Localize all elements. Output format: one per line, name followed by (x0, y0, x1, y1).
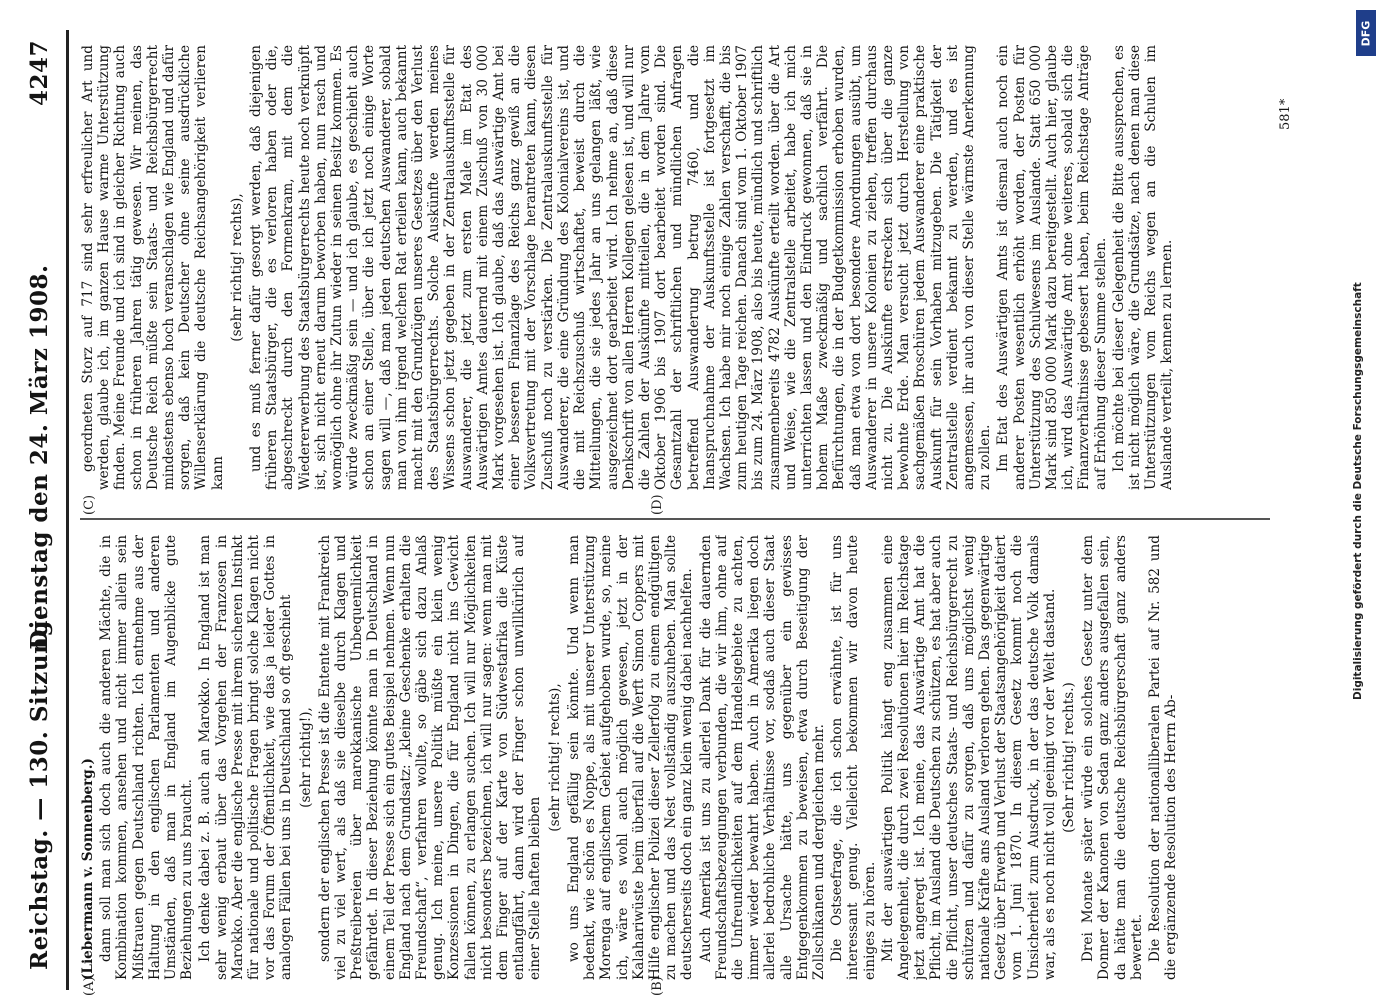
paragraph: Drei Monate später würde ein solches Gesetz unter dem Donner der Kanonen von Sedan ganz anders ausgefallen sein, da hätte man die deutsche Reichsbürgerschaft ganz anders bewertet. (1080, 535, 1145, 980)
digitization-note (1352, 60, 1380, 700)
digitization-note-text: Digitalisierung gefördert durch die Deutsche Forschungsgemeinschaft (1352, 282, 1364, 700)
left-text-column (80, 535, 1280, 980)
paragraph: und es muß ferner dafür gesorgt werden, daß diejenigen früheren Staatsbürger, die es verloren haben oder die, abgeschreckt durch den Formenkram, mit dem die Wiedererwerbung des Staatsbürgerrechts heute noch verknüpft ist, sich nicht erneut darum beworben haben, nun rasch und womöglich ohne ihr Zutun wieder in seinen Besitz kommen. Es würde zweckmäßig sein — und ich glaube, es geschieht auch schon an einer Stelle, über die ich jetzt noch einige Worte sagen will —, daß man jeden deutschen Auswanderer, sobald man von ihm irgend welchen Rat erteilen kann, auch bekannt macht mit den Grundzügen unseres Gesetzes über den Verlust des Staatsbürgerrechts. Solche Auskünfte werden meines Wissens schon jetzt gegeben in der Zentralauskunftsstelle für Auswanderer, die jetzt zum ersten Male im Etat des Auswärtigen Amtes dauernd mit einem Zuschuß von 30 000 Mark vorgesehen ist. Ich glaube, daß das Auswärtige Amt bei einer besseren Finanzlage des Reichs ganz gewiß an die Volksvertretung mit der Vorschlage herantreten kann, diesen Zuschuß noch zu verstärken. Die Zentralauskunftsstelle für Auswanderer, die eine Gründung des Kolonialvereins ist, und die mit Reichszuschuß wirtschaftet, beweist durch die Mitteilungen, die sie jedes Jahr an uns gelangen läßt, wie ausgezeichnet dort gearbeitet wird. Ich nehme an, daß diese Denkschrift von allen Herren Kollegen gelesen ist, und will nur die Zahlen der Auskünfte mitteilen, die in dem Jahre vom Oktober 1906 bis 1907 dort bearbeitet worden sind. Die Gesamtzahl der schriftlichen und mündlichen Anfragen betreffend Auswanderung betrug 7460, und die Inanspruchnahme der Auskunftsstelle ist fortgesetzt im Wachsen. Ich habe mir noch einige Zahlen verschafft, die bis zum heutigen Tage reichen. Danach sind vom 1. Oktober 1907 bis zum 24. März 1908, also bis heute, mündlich und schriftlich zusammenbereits 4782 Auskünfte erteilt worden. über die Art und Weise, wie die Zentralstelle arbeitet, habe ich mich unterrichten lassen und den Eindruck gewonnen, daß sie in hohem Maße zweckmäßig und sachlich verfährt. Die Befürchtungen, die in der Budgetkommission erhoben wurden, daß man etwa von dort besondere Anordnungen ausübt, um Auswanderer in unsere Kolonien zu ziehen, treffen durchaus nicht zu. Die Auskünfte erstrecken sich über die ganze bewohnte Erde. Man versucht jetzt durch Herstellung von sachgemäßen Broschüren jedem Auswanderer eine praktische Auskunft für sein Vorhaben mitzugeben. Die Tätigkeit der Zentralstelle verdient bekannt zu werden, und es ist angemessen, ihr auch von dieser Stelle wärmste Anerkennung zu zollen. (248, 45, 994, 490)
margin-marker-c: (C) (82, 494, 97, 515)
header-session-title: Reichstag. — 130. Sitzung. (26, 611, 53, 970)
paragraph: wo uns England gefällig sein könnte. Und wenn man bedenkt, wie schön es Noppe, als mit unserer Unterstützung Morenga auf englischem Gebiet aufgehoben wurde, so, meine ich, wäre es wohl auch möglich gewesen, jetzt in der Kalahariwüste beim überfall auf die Werft Simon Coppers mit Hilfe englischer Polizei dieser Zellerfolg zu einem endgültigen zu machen und das Nest vollständig auszuheben. Man sollte deutscherseits doch ein ganz klein wenig dabei nachhelfen. (565, 535, 696, 980)
paragraph: geordneten Storz auf 717 sind sehr erfreulicher Art und werden, glaube ich, im ganzen Hause warme Unterstützung finden. Meine Freunde und ich sind in gleicher Richtung auch schon in früheren Jahren tätig gewesen. Wir meinen, das Deutsche Reich müßte sein Staats- und Reichsbürgerrecht mindestens ebenso hoch veranschlagen wie England und dafür sorgen, daß kein Deutscher ohne seine ausdrückliche Willenserklärung die deutsche Reichsangehörigkeit verlieren kann (80, 45, 226, 490)
paragraph: Im Etat des Auswärtigen Amts ist diesmal auch noch ein anderer Posten wesentlich erhöht worden, der Posten für Unterstützung des Schulwesens im Auslande. Statt 650 000 Mark sind 850 000 Mark dazu bereitgestellt. Auch hier, glaube ich, wird das Auswärtige Amt ohne weiteres, sobald sich die Finanzverhältnisse gebessert haben, beim Reichstage Anträge auf Erhöhung dieser Summe stellen. (995, 45, 1109, 490)
header-right (26, 40, 53, 650)
right-text-column (80, 45, 1280, 490)
dfg-logo-text: DFG (1359, 20, 1373, 46)
margin-marker-b: (B) (650, 976, 665, 996)
paragraph: Ich denke dabei z. B. auch an Marokko. In England ist man sehr wenig erbaut über das Vorgehen der Franzosen in Marokko. Aber die englische Presse mit ihrem sicheren Instinkt für nationale und politische Fragen bringt solche Klagen nicht vor das Forum der Öffentlichkeit, wie das ja leider Gottes in analogen Fällen bei uns in Deutschland so oft geschieht (197, 535, 295, 980)
interjection: (sehr richtig! rechts), (228, 193, 245, 342)
paragraph: dann soll man sich doch auch die anderen Mächte, die in Kombination kommen, ansehen und nicht immer allein sein Mißtrauen gegen Deutschland richten. Ich entnehme aus der Haltung in den englischen Parlamenten und anderen Umständen, daß man in England im Augenblicke gute Beziehungen zu uns braucht. (98, 535, 196, 980)
paragraph: Ich möchte bei dieser Gelegenheit die Bitte aussprechen, es ist nicht möglich wäre, die Grundsätze, nach denen man diese Unterstützungen vom Reichs wegen an die Schulen im Auslande verteilt, kennen zu lernen. (1110, 45, 1176, 490)
rotated-page (10, 30, 1310, 996)
paragraph: sondern der englischen Presse ist die Entente mit Frankreich viel zu viel wert, als daß sie dieselbe durch Klagen und Preßtreibereien über marokkanische Unbequemlichkeit gefährdet. In dieser Beziehung könnte man in Deutschland in einem Teil der Presse sich ein gutes Beispiel nehmen. Wenn nun England nach dem Grundsatz: „kleine Geschenke erhalten die Freundschaft“, verfahren wollte, so gäbe sich dazu Anlaß genug. Ich meine, unsere Politik müßte ein klein wenig Konzessionen in Dingen, die für England nicht ins Gewicht fallen können, zu erlangen suchen. Ich will nur Möglichkeiten nicht besonders bezeichnen, ich will nur sagen: wenn man mit dem Finger auf der Karte von Südwestafrika die Küste entlangfährt, dann wird der Finger schon unwillkürlich auf einer Stelle haften bleiben (316, 535, 544, 980)
header-date: Dienstag den 24. März 1908. (26, 264, 53, 650)
speaker-name: (Liebermann v. Sonnenberg.) (80, 758, 96, 980)
margin-marker-d: (D) (650, 494, 665, 515)
paragraph: Mit der auswärtigen Politik hängt eng zusammen eine Angelegenheit, die durch zwei Resolutionen hier im Reichstage jetzt angeregt ist. Ich meine, das Auswärtige Amt hat die Pflicht, im Ausland die Deutschen zu schützen, es hat aber auch die Pflicht, unser deutsches Staats- und Reichsbürgerrecht zu schützen und dafür zu sorgen, daß uns möglichst wenig nationale Kräfte ans Ausland verloren gehen. Das gegenwärtige Gesetz über Erwerb und Verlust der Staatsangehörigkeit datiert vom 1. Juni 1870. In diesem Gesetz kommt noch die Unsicherheit zum Ausdruck, in der das deutsche Volk damals war, als es noch nicht voll geeinigt vor der Welt dastand. (879, 535, 1058, 980)
interjection: (Sehr richtig! rechts.) (1060, 682, 1077, 833)
page-number: 4247 (26, 40, 53, 107)
footer-number: 581* (1278, 98, 1293, 130)
page-header (18, 30, 69, 990)
paragraph: Die Resolution der nationalliberalen Partei auf Nr. 582 und die ergänzende Resolution des Herrn Ab- (1147, 535, 1180, 980)
column-divider (80, 518, 1270, 520)
interjection: (sehr richtig! rechts), (546, 683, 563, 832)
margin-marker-a: (A) (82, 976, 97, 996)
dfg-logo-icon (1356, 10, 1376, 56)
interjection: (sehr richtig!), (297, 707, 314, 808)
paragraph: Die Ostseefrage, die ich schon erwähnte, ist für uns interessant genug. Vielleicht bekommen wir davon heute einiges zu hören. (829, 535, 878, 980)
paragraph: Auch Amerika ist uns zu allerlei Dank für die dauernden Freundschaftsbezeugungen verbunden, die wir ihm, ohne auf die Unfreundlichkeiten auf dem Handelsgebiete zu achten, immer wieder bewahrt haben. Auch in Amerika liegen doch allerlei bedrohliche Verhältnisse vor, sodaß auch dieser Staat alle Ursache hätte, uns gegenüber ein gewisses Entgegenkommen zu beweisen, etwa durch Beseitigung der Zollschikanen und dergleichen mehr. (697, 535, 827, 980)
